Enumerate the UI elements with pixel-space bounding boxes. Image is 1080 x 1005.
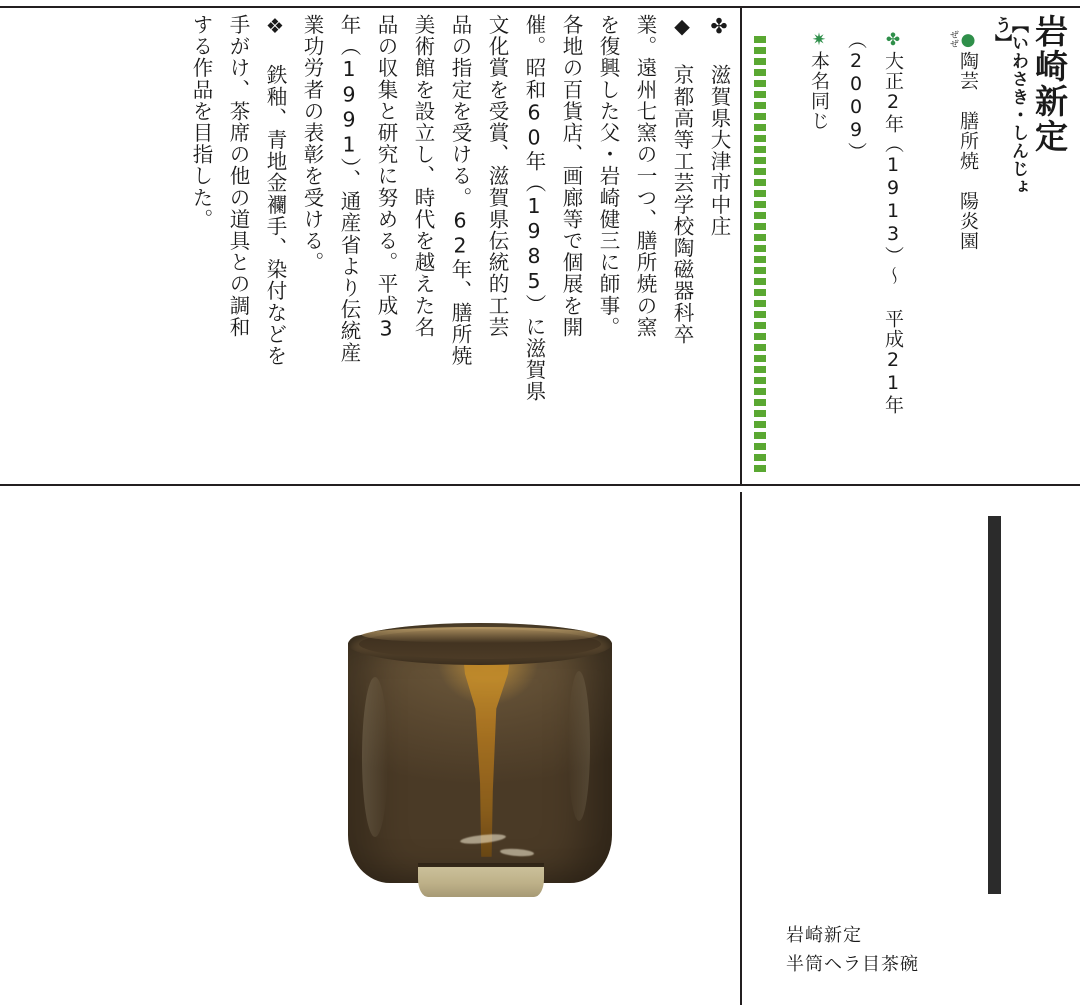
meta-line-death-year bbox=[841, 30, 870, 162]
body-column: ◆ 京都高等工芸学校陶磁器科卒 bbox=[670, 14, 694, 345]
bowl-gloss-left bbox=[362, 677, 388, 837]
body-column: 業。遠州七窯の一つ、膳所焼の窯 bbox=[633, 14, 657, 338]
bowl-rim-gloss bbox=[362, 627, 598, 643]
body-column: 業功労者の表彰を受ける。 bbox=[300, 14, 324, 274]
caption-work: 半筒ヘラ目茶碗 bbox=[786, 953, 919, 975]
name-reading: 【いわさき・しんじょう】 bbox=[991, 16, 1028, 196]
green-star-icon: ✷ bbox=[809, 30, 829, 51]
body-column: 年（1991）、通産省より伝統産 bbox=[337, 14, 361, 364]
entry-header bbox=[750, 14, 1070, 479]
green-circle-icon: ● bbox=[958, 30, 978, 51]
meta-text-realname: 本名同じ bbox=[808, 51, 830, 131]
entry-block bbox=[0, 0, 1080, 492]
body-column: 文化賞を受賞、滋賀県伝統的工芸 bbox=[485, 14, 509, 338]
green-diamond-icon: ✤ bbox=[883, 30, 903, 51]
body-column: 手がけ、茶席の他の道具との調和 bbox=[226, 14, 250, 338]
meta-text-craft: 陶芸 膳所焼 陽炎園 bbox=[957, 51, 979, 251]
meta-line-craft bbox=[953, 30, 982, 251]
tea-bowl-illustration bbox=[332, 617, 628, 885]
figure-area bbox=[0, 492, 1080, 1005]
body-column: 品の指定を受ける。62年、膳所焼 bbox=[448, 14, 472, 367]
body-column: 美術館を設立し、時代を越えた名 bbox=[411, 14, 435, 338]
body-column: 品の収集と研究に努める。平成3 bbox=[374, 14, 398, 342]
body-column: する作品を目指した。 bbox=[189, 14, 213, 230]
body-column: ✤ 滋賀県大津市中庄 bbox=[707, 14, 731, 237]
body-column: 催。昭和60年（1985）に滋賀県 bbox=[522, 14, 546, 403]
caption-artist: 岩崎新定 bbox=[786, 925, 862, 946]
body-column: ❖ 鉄釉、青地金襴手、染付などを bbox=[263, 14, 287, 367]
rule-top bbox=[0, 6, 1080, 8]
bowl-gloss-right bbox=[568, 671, 590, 821]
meta-text-dates: 大正2年（1913）～ 平成21年 bbox=[882, 51, 904, 415]
meta-line-realname bbox=[804, 30, 833, 131]
meta-text-death-year: （2009） bbox=[845, 30, 867, 162]
bowl-foot bbox=[418, 867, 544, 897]
meta-line-dates bbox=[878, 30, 907, 415]
green-dashed-band bbox=[754, 36, 766, 476]
figure-vertical-divider bbox=[740, 492, 742, 1005]
body-column: 各地の百貨店、画廊等で個展を開 bbox=[559, 14, 583, 338]
body-column: を復興した父・岩崎健三に師事。 bbox=[596, 14, 620, 338]
tea-bowl-photo bbox=[320, 617, 640, 917]
entry-body bbox=[8, 14, 734, 479]
rule-bottom bbox=[0, 484, 1080, 486]
rule-vertical-divider bbox=[740, 8, 742, 484]
ruby-zeze: ぜぜ bbox=[948, 30, 958, 48]
dark-vertical-bar bbox=[988, 516, 1001, 894]
page-title: 岩崎新定 bbox=[1030, 14, 1069, 154]
figure-caption bbox=[786, 922, 919, 980]
